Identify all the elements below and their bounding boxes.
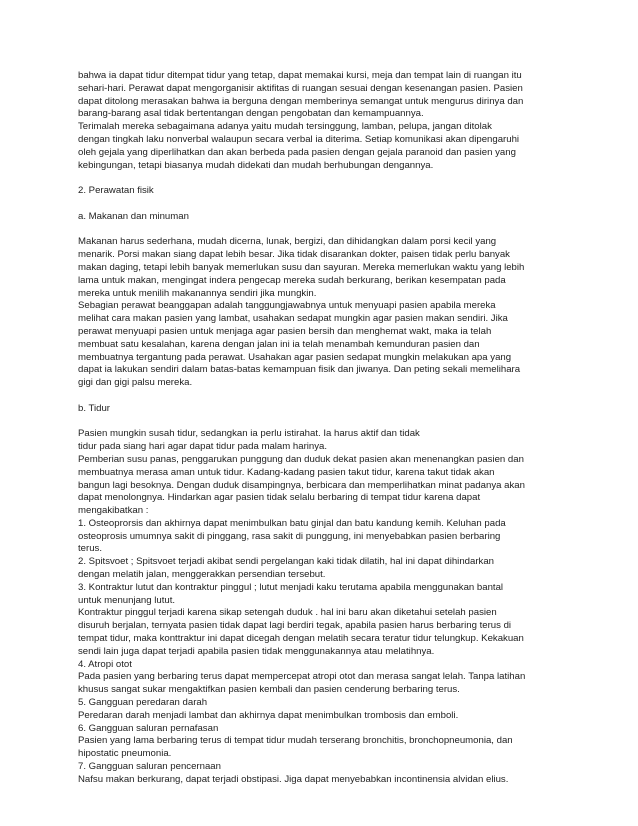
spacer bbox=[78, 172, 564, 185]
spacer bbox=[78, 198, 564, 211]
document-page bbox=[78, 70, 564, 787]
spacer bbox=[78, 416, 564, 429]
tidur-paragraph: Pasien mungkin susah tidur, sedangkan ia perlu istirahat. Ia harus aktif dan tidak tidur pada siang hari agar dapat tidur pada malam harinya. Pemberian susu panas, penggarukan punggung dan duduk dekat pasien akan menenangkan pasien dan membuatnya merasa aman untuk tidur. Kadang-kadang pasien takut tidur, karena takut tidak akan bangun lagi besoknya. Dengan duduk disampingnya, berbicara dan memperlihatkan minat padanya akan dapat menolongnya. Hindarkan agar pasien tidak selalu berbaring di tempat tidur karena dapat mengakibatkan : 1. Osteoprorsis dan akhirnya dapat menimbulkan batu ginjal dan batu kandung kemih. Keluhan pada osteoprosis umumnya sakit di pinggang, rasa sakit di punggung, ini menyebabkan pasien berbaring terus. 2. Spitsvoet ; Spitsvoet terjadi akibat sendi pergelangan kaki tidak dilatih, hal ini dapat dihindarkan dengan melatih jalan, menggerakkan persendian tersebut. 3. Kontraktur lutut dan kontraktur pinggul ; lutut menjadi kaku terutama apabila menggunakan bantal untuk menunjang lutut. Kontraktur pinggul terjadi karena sikap setengah duduk . hal ini baru akan diketahui setelah pasien disuruh berjalan, ternyata pasien tidak dapat lagi berdiri tegak, apabila pasien harus berbaring terus di tempat tidur, maka konttraktur ini dapat dicegah dengan melatih secara teratur tidur telungkup. Kekakuan sendi lain juga dapat terjadi apabila pasien tidak menggunakannya atau melatihnya. 4. Atropi otot Pada pasien yang berbaring terus dapat mempercepat atropi otot dan merasa sangat lelah. Tanpa latihan khusus sangat sukar mengaktifkan pasien kembali dan pasien cenderung berbaring terus. 5. Gangguan peredaran darah Peredaran darah menjadi lambat dan akhirnya dapat menimbulkan trombosis dan emboli. 6. Gangguan saluran pernafasan Pasien yang lama berbaring terus di tempat tidur mudah terserang bronchitis, bronchopneumonia, dan hipostatic pneumonia. 7. Gangguan saluran pencernaan Nafsu makan berkurang, dapat terjadi obstipasi. Jiga dapat menyebabkan incontinensia alvidan elius. bbox=[78, 428, 526, 785]
intro-paragraph: bahwa ia dapat tidur ditempat tidur yang tetap, dapat memakai kursi, meja dan tempat lain di ruangan itu sehari-hari. Perawat dapat mengorganisir aktifitas di ruangan sesuai dengan kesenangan pasien. Pasien dapat ditolong merasakan bahwa ia berguna dengan memberinya semangat untuk mengurus dirinya dan barang-barang asal tidak bertentangan dengan pengobatan dan kemampuannya. Terimalah mereka sebagaimana adanya yaitu mudah tersinggung, lamban, pelupa, jangan ditolak dengan tingkah laku nonverbal walaupun secara verbal ia diterima. Setiap komunikasi akan dipengaruhi oleh gejala yang diperlihatkan dan akan berbeda pada pasien dengan gejala paranoid dan pasien yang kebingungan, tetapi biasanya mudah didekati dan mudah berhubungan dengannya. bbox=[78, 70, 524, 171]
spacer bbox=[78, 390, 564, 403]
section-heading-perawatan-fisik: 2. Perawatan fisik bbox=[78, 185, 154, 197]
subsection-heading-makanan: a. Makanan dan minuman bbox=[78, 210, 189, 222]
makanan-paragraph: Makanan harus sederhana, mudah dicerna, lunak, bergizi, dan dihidangkan dalam porsi kecil yang menarik. Porsi makan siang dapat lebih besar. Jika tidak disarankan dokter, paisen tidak perlu banyak makan daging, tetapi lebih banyak memerlukan susu dan sayuran. Mereka memerlukan waktu yang lebih lama untuk makan, mengingat indera pengecap mereka sudah berkurang, berikan kesempatan pada mereka untuk menilih makanannya sendiri jika mungkin. Sebagian perawat beanggapan adalah tanggungjawabnya untuk menyuapi pasien apabila mereka melihat cara makan pasien yang lambat, usahakan sedapat mungkin agar pasien makan sendiri. Jika perawat menyuapi pasien untuk menjaga agar pasien bersih dan menghemat wakt, maka ia telah membuat satu kesalahan, karena dengan jalan ini ia telah menambah kemunduran pasien dan membuatnya tergantung pada perawat. Usahakan agar pasien sedapat mungkin melakukan apa yang dapat ia lakukan sendiri dalam batas-batas kemampuan fisik dan jiwanya. Dan peting sekali memelihara gigi dan gigi palsu mereka. bbox=[78, 236, 525, 389]
spacer bbox=[78, 224, 564, 237]
subsection-heading-tidur: b. Tidur bbox=[78, 402, 110, 414]
